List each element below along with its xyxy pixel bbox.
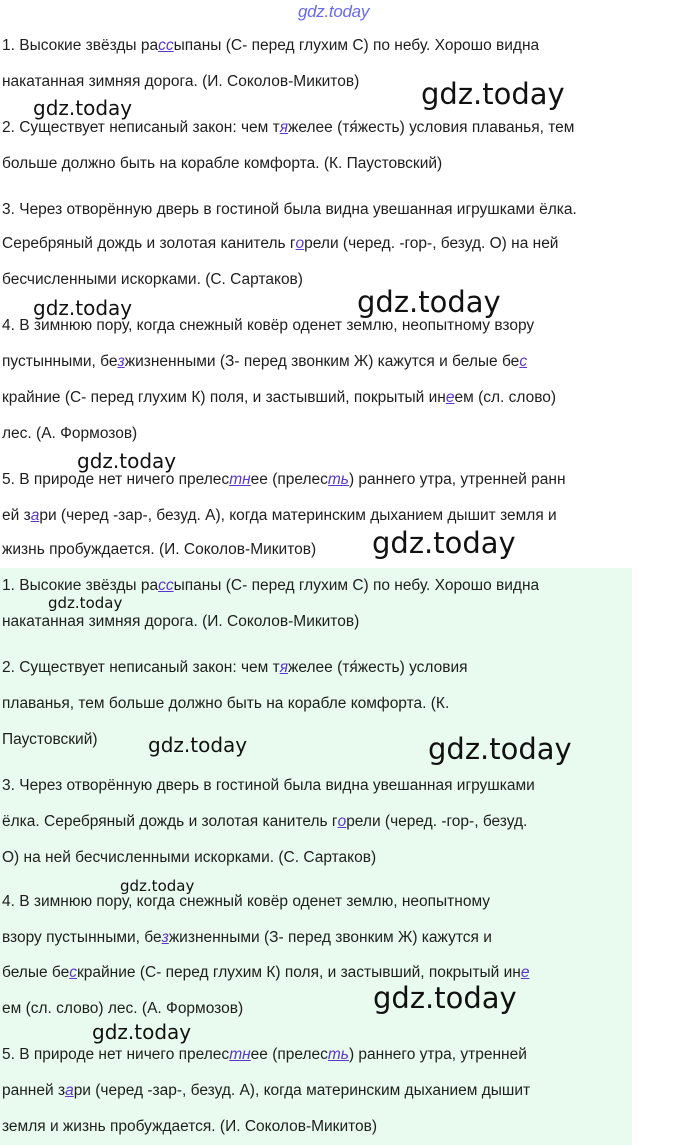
s1-p3-line1: 3. Через отворённую дверь в гостиной была видна увешанная игрушками ёлка. <box>2 201 577 218</box>
s2-p2-line2: плаванья, тем больше должно быть на корабле комфорта. (К. <box>2 695 450 712</box>
watermark: gdz.today <box>372 526 516 560</box>
s2-p1-line2: накатанная зимняя дорога. (И. Соколов-Микитов) <box>2 613 360 630</box>
s2-p4-line4: ем (сл. слово) лес. (А. Формозов) <box>2 1000 244 1017</box>
s2-p1-line1: 1. Высокие звёзды рассыпаны (С- перед глухим С) по небу. Хорошо видна <box>2 577 540 594</box>
watermark: gdz.today <box>33 296 133 320</box>
s2-p2-line3: Паустовский) <box>2 731 98 748</box>
s1-p5-line2: ей зари (черед -зар-, безуд. А), когда материнским дыханием дышит земля и <box>2 507 557 524</box>
watermark: gdz.today <box>357 285 501 319</box>
watermark: gdz.today <box>421 77 565 111</box>
watermark: gdz.today <box>48 594 123 612</box>
s2-p4-line3: белые бескрайние (С- перед глухим К) поля, и застывший, покрытый ине <box>2 964 530 981</box>
s1-p5-line3: жизнь пробуждается. (И. Соколов-Микитов) <box>2 541 317 558</box>
watermark: gdz.today <box>33 96 133 120</box>
watermark: gdz.today <box>148 733 248 757</box>
s2-p3-line3: О) на ней бесчисленными искорками. (С. Сартаков) <box>2 849 377 866</box>
s2-p4-line2: взору пустынными, безжизненными (З- перед звонким Ж) кажутся и <box>2 929 492 946</box>
s2-p3-line1: 3. Через отворённую дверь в гостиной была видна увешанная игрушками <box>2 777 535 794</box>
watermark: gdz.today <box>92 1020 192 1044</box>
s1-p4-line1: 4. В зимнюю пору, когда снежный ковёр оденет землю, неопытному взору <box>2 317 535 334</box>
s2-p5-line1: 5. В природе нет ничего прелестнее (прелесть) раннего утра, утренней <box>2 1046 527 1063</box>
s2-p2-line1: 2. Существует неписаный закон: чем тяжелее (тя́жесть) условия <box>2 659 468 676</box>
s1-p2-line2: больше должно быть на корабле комфорта. (К. Паустовский) <box>2 155 443 172</box>
watermark: gdz.today <box>428 732 572 766</box>
s1-p1-line1: 1. Высокие звёзды рассыпаны (С- перед глухим С) по небу. Хорошо видна <box>2 37 540 54</box>
s1-p5-line1: 5. В природе нет ничего прелестнее (прелесть) раннего утра, утренней ранн <box>2 471 566 488</box>
s1-p4-line4: лес. (А. Формозов) <box>2 425 138 442</box>
s1-p1-line2: накатанная зимняя дорога. (И. Соколов-Микитов) <box>2 73 360 90</box>
s1-p4-line2: пустынными, безжизненными (З- перед звонким Ж) кажутся и белые бес <box>2 353 528 370</box>
s2-p4-line1: 4. В зимнюю пору, когда снежный ковёр оденет землю, неопытному <box>2 893 491 910</box>
s1-p3-line2: Серебряный дождь и золотая канитель горели (черед. -гор-, безуд. О) на ней <box>2 235 559 252</box>
s2-p5-line3: земля и жизнь пробуждается. (И. Соколов-Микитов) <box>2 1118 378 1135</box>
watermark: gdz.today <box>120 877 195 895</box>
watermark: gdz.today <box>77 449 177 473</box>
watermark: gdz.today <box>373 981 517 1015</box>
s2-p3-line2: ёлка. Серебряный дождь и золотая канитель горели (черед. -гор-, безуд. <box>2 813 528 830</box>
s2-p5-line2: ранней зари (черед -зар-, безуд. А), когда материнским дыханием дышит <box>2 1082 531 1099</box>
s1-p3-line3: бесчисленными искорками. (С. Сартаков) <box>2 271 303 288</box>
site-header-mark[interactable]: gdz.today <box>298 2 370 21</box>
s1-p2-line1: 2. Существует неписаный закон: чем тяжелее (тя́жесть) условия плаванья, тем <box>2 119 575 136</box>
s1-p4-line3: крайние (С- перед глухим К) поля, и застывший, покрытый инеем (сл. слово) <box>2 389 557 406</box>
